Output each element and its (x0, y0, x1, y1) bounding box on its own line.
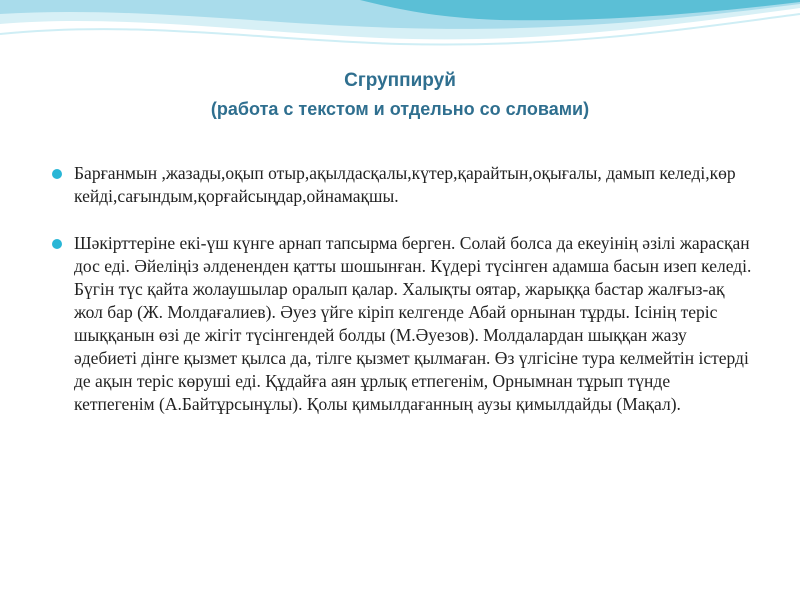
bullet-dot-icon (52, 239, 62, 249)
slide-title: Сгруппируй (344, 70, 456, 91)
title-block (0, 68, 800, 122)
bullet-list (52, 162, 752, 440)
bullet-item-sentences (52, 232, 752, 416)
decorative-waves (0, 0, 800, 70)
bullet-item-words (52, 162, 752, 208)
bullet-text: Шәкірттеріне екі-үш күнге арнап тапсырма берген. Солай болса да екеуінің әзілі жарасқан дос еді. Әйеліңіз әлдененден қатты шошынған. Күдері түсінген адамша басын изеп келеді. Бүгін түс қайта жолаушылар оралып қалар. Халықты оятар, жарыққа бастар жалғыз-ақ жол бар (Ж. Молдағалиев). Әуез үйге кіріп келгенде Абай орнынан тұрды. Ісінің теріс шыққанын өзі де жігіт түсінгендей болды (М.Әуезов). Молдалардан шыққан жазу әдебиеті дінге қызмет қылса да, тілге қызмет қылмаған. Өз үлгісіне тура келмейтін істерді де ақын теріс көруші еді. Құдайға аян ұрлық етпегенім, Орнымнан тұрып түнде кетпегенім (А.Байтұрсынұлы). Қолы қимылдағанның аузы қимылдайды (Мақал). (74, 233, 752, 414)
slide-subtitle: (работа с текстом и отдельно со словами) (210, 99, 590, 119)
bullet-dot-icon (52, 169, 62, 179)
bullet-text: Барғанмын ,жазады,оқып отыр,ақылдасқалы,күтер,қарайтын,оқығалы, дамып келеді,көр кейді,сағындым,қорғайсыңдар,ойнамақшы. (74, 163, 736, 206)
